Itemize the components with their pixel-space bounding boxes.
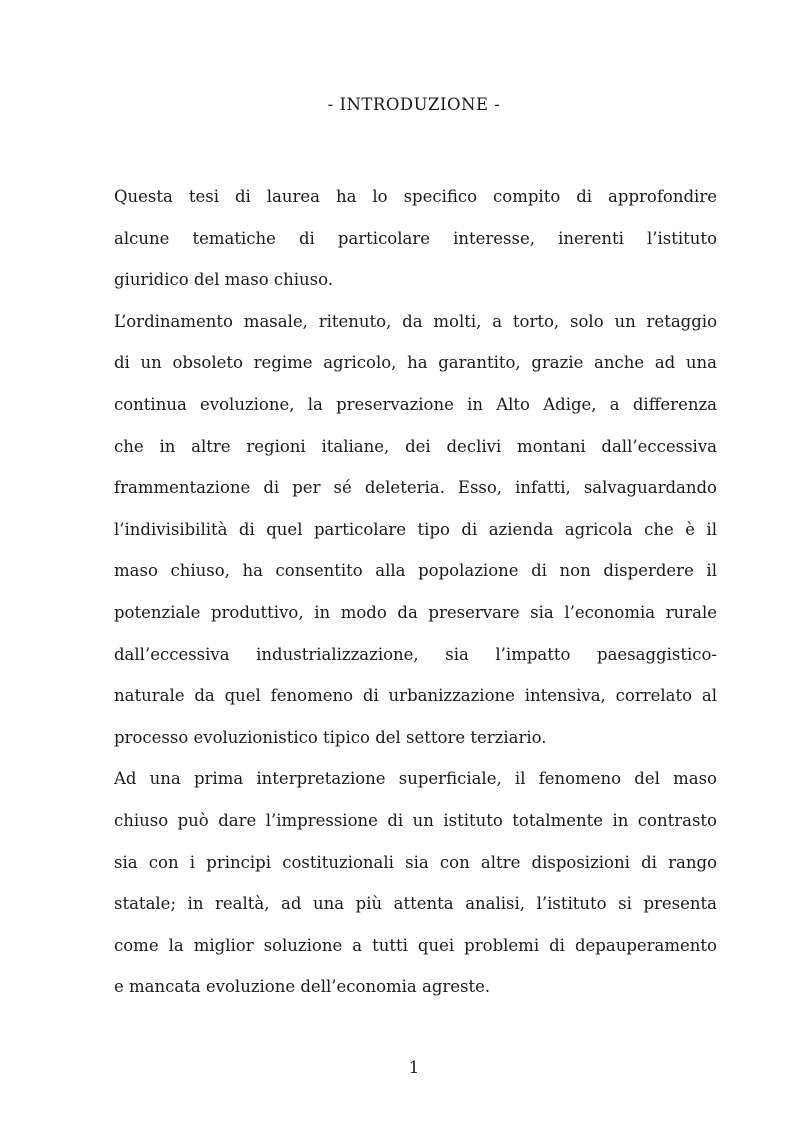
body-text xyxy=(114,176,717,1008)
text-line: Ad una prima interpretazione superficiale, il fenomeno del maso xyxy=(114,769,717,789)
text-line: Questa tesi di laurea ha lo specifico compito di approfondire xyxy=(114,187,717,206)
text-line: alcune tematiche di particolare interesse, inerenti l’istituto xyxy=(114,228,717,248)
text-line: frammentazione di per sé deleteria. Esso, infatti, salvaguardando xyxy=(114,478,717,498)
text-line: sia con i principi costituzionali sia con altre disposizioni di rango xyxy=(114,852,717,872)
text-line: come la miglior soluzione a tutti quei problemi di depauperamento xyxy=(114,935,717,955)
paragraph-1 xyxy=(114,176,717,301)
text-line: dall’eccessiva industrializzazione, sia l’impatto paesaggistico- xyxy=(114,644,717,664)
text-line: di un obsoleto regime agricolo, ha garantito, grazie anche ad una xyxy=(114,353,717,373)
text-line: l’indivisibilità di quel particolare tipo di azienda agricola che è il xyxy=(114,519,717,539)
text-line: continua evoluzione, la preservazione in Alto Adige, a differenza xyxy=(114,394,717,414)
paragraph-3 xyxy=(114,758,717,1008)
text-line: statale; in realtà, ad una più attenta analisi, l’istituto si presenta xyxy=(114,894,717,914)
text-line: e mancata evoluzione dell’economia agreste. xyxy=(114,977,491,997)
page-number: 1 xyxy=(408,1058,420,1077)
text-line: naturale da quel fenomeno di urbanizzazione intensiva, correlato al xyxy=(114,686,717,706)
text-line: che in altre regioni italiane, dei declivi montani dall’eccessiva xyxy=(114,436,717,456)
text-line: processo evoluzionistico tipico del settore terziario. xyxy=(114,727,547,747)
text-line: L’ordinamento masale, ritenuto, da molti, a torto, solo un retaggio xyxy=(114,311,717,331)
paragraph-2 xyxy=(114,301,717,759)
text-line: potenziale produttivo, in modo da preservare sia l’economia rurale xyxy=(114,602,717,622)
text-line: chiuso può dare l’impressione di un istituto totalmente in contrasto xyxy=(114,810,717,830)
text-line: giuridico del maso chiuso. xyxy=(114,270,333,290)
section-title: - INTRODUZIONE - xyxy=(327,95,501,114)
text-line: maso chiuso, ha consentito alla popolazione di non disperdere il xyxy=(114,561,717,581)
